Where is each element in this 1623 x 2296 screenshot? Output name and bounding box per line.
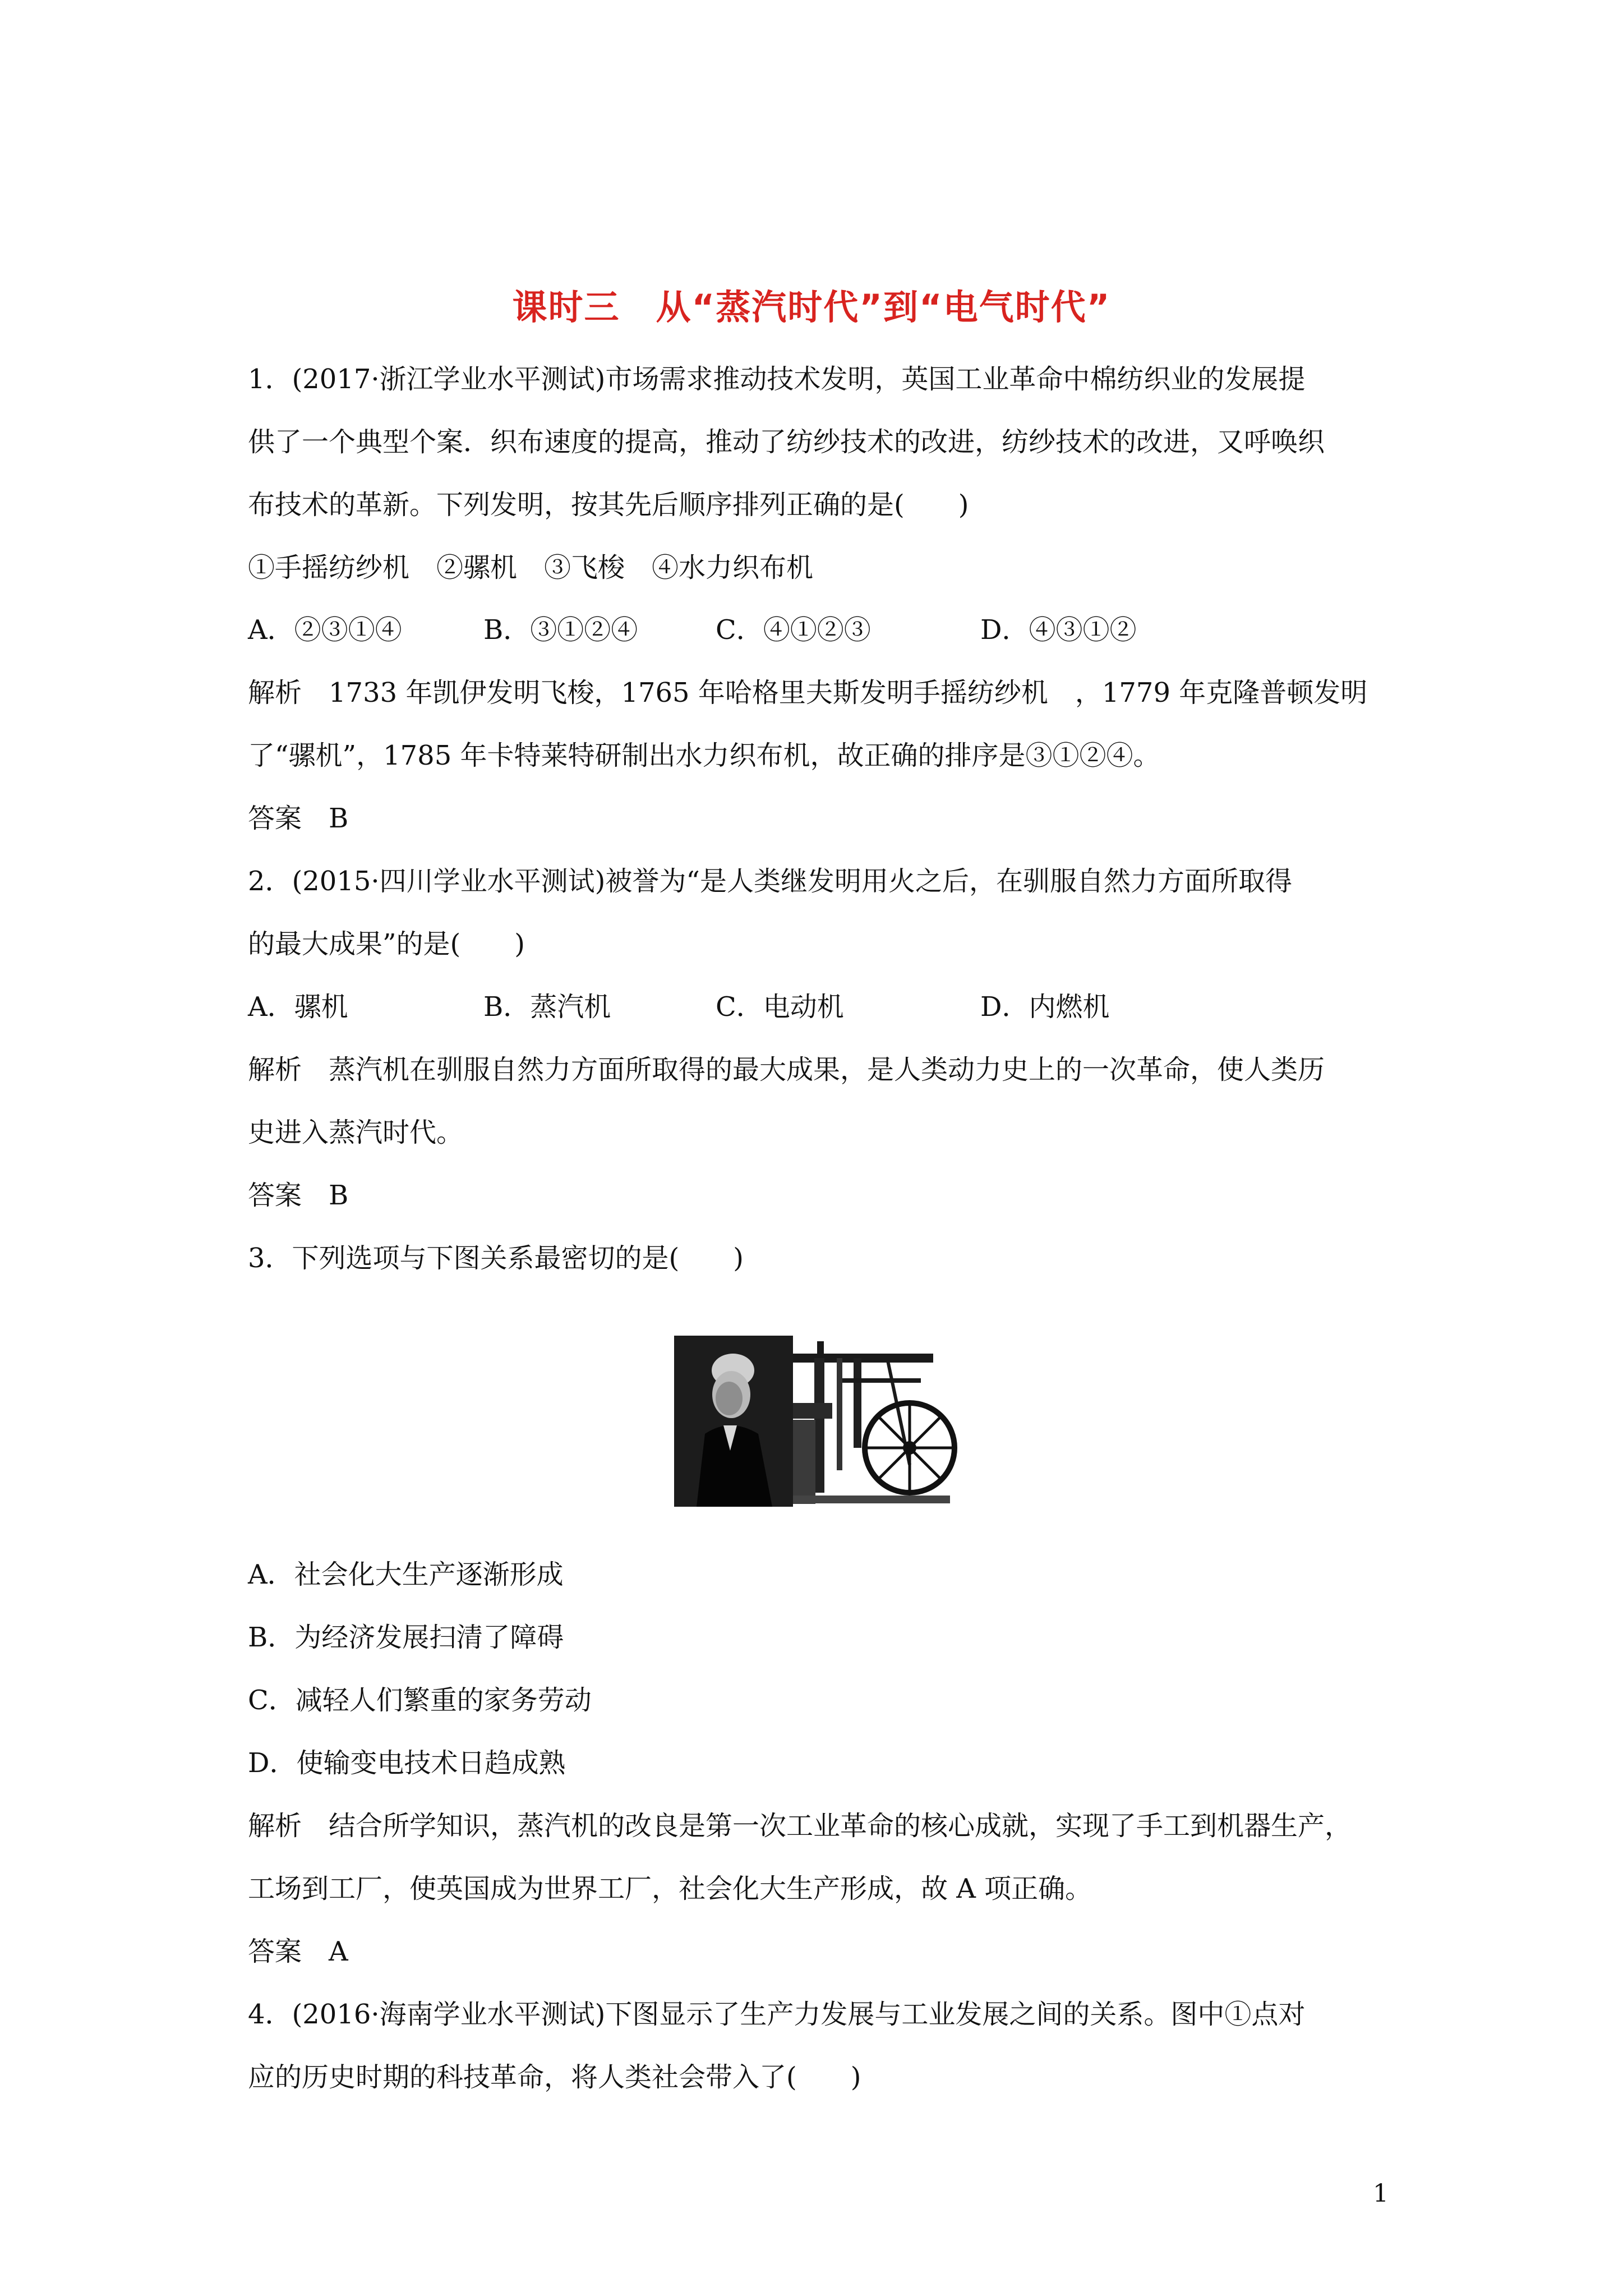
q2-analysis-line-1: 解析 蒸汽机在驯服自然力方面所取得的最大成果，是人类动力史上的一次革命，使人类历 — [248, 1054, 1325, 1085]
q3-analysis-line-2: 工场到工厂，使英国成为世界工厂，社会化大生产形成，故 A 项正确。 — [248, 1873, 1092, 1904]
q1-option-a: A．②③①④ — [248, 614, 402, 646]
page-title: 课时三 从“蒸汽时代”到“电气时代” — [512, 287, 1111, 328]
q1-answer: 答案 B — [248, 803, 349, 834]
q2-option-b: B．蒸汽机 — [483, 991, 611, 1023]
steam-engine-figure — [674, 1336, 966, 1507]
q2-analysis-line-2: 史进入蒸汽时代。 — [248, 1117, 464, 1148]
q1-option-d: D．④③①② — [980, 614, 1137, 646]
watt-and-steam-engine-image — [674, 1336, 966, 1507]
q2-answer: 答案 B — [248, 1180, 349, 1211]
q1-stem-line-1: 1．(2017·浙江学业水平测试)市场需求推动技术发明，英国工业革命中棉纺织业的发展提 — [248, 364, 1306, 395]
q1-option-c: C．④①②③ — [716, 614, 871, 646]
q2-option-a: A．骡机 — [248, 991, 348, 1023]
q2-option-d: D．内燃机 — [980, 991, 1110, 1023]
q3-answer: 答案 A — [248, 1936, 348, 1967]
q3-option-c: C．减轻人们繁重的家务劳动 — [248, 1685, 592, 1716]
q4-stem-line-1: 4．(2016·海南学业水平测试)下图显示了生产力发展与工业发展之间的关系。图中①点对 — [248, 1999, 1306, 2030]
q3-option-d: D．使输变电技术日趋成熟 — [248, 1747, 566, 1779]
q1-stem-line-3: 布技术的革新。下列发明，按其先后顺序排列正确的是( ) — [248, 489, 969, 521]
q3-option-a: A．社会化大生产逐渐形成 — [248, 1559, 564, 1590]
q1-stem-line-2: 供了一个典型个案．织布速度的提高，推动了纺纱技术的改进，纺纱技术的改进，又呼唤织 — [248, 426, 1325, 458]
q3-stem: 3．下列选项与下图关系最密切的是( ) — [248, 1243, 744, 1274]
q1-analysis-line-2: 了“骡机”，1785 年卡特莱特研制出水力织布机，故正确的排序是③①②④。 — [248, 740, 1160, 771]
q1-option-b: B．③①②④ — [483, 614, 638, 646]
q2-stem-line-2: 的最大成果”的是( ) — [248, 928, 525, 960]
q2-options — [248, 990, 1398, 1024]
q1-analysis-line-1: 解析 1733 年凯伊发明飞梭，1765 年哈格里夫斯发明手摇纺纱机 ，1779 年克隆普顿发明 — [248, 677, 1368, 708]
q3-analysis-line-1: 解析 结合所学知识，蒸汽机的改良是第一次工业革命的核心成就，实现了手工到机器生产， — [248, 1810, 1352, 1842]
q1-options — [248, 613, 1398, 647]
q3-option-b: B．为经济发展扫清了障碍 — [248, 1622, 564, 1653]
q1-items: ①手摇纺纱机 ②骡机 ③飞梭 ④水力织布机 — [248, 552, 814, 583]
q4-stem-line-2: 应的历史时期的科技革命，将人类社会带入了( ) — [248, 2062, 861, 2093]
page-number: 1 — [1373, 2179, 1389, 2208]
q2-stem-line-1: 2．(2015·四川学业水平测试)被誉为“是人类继发明用火之后，在驯服自然力方面所取得 — [248, 866, 1292, 897]
q2-option-c: C．电动机 — [716, 991, 844, 1023]
